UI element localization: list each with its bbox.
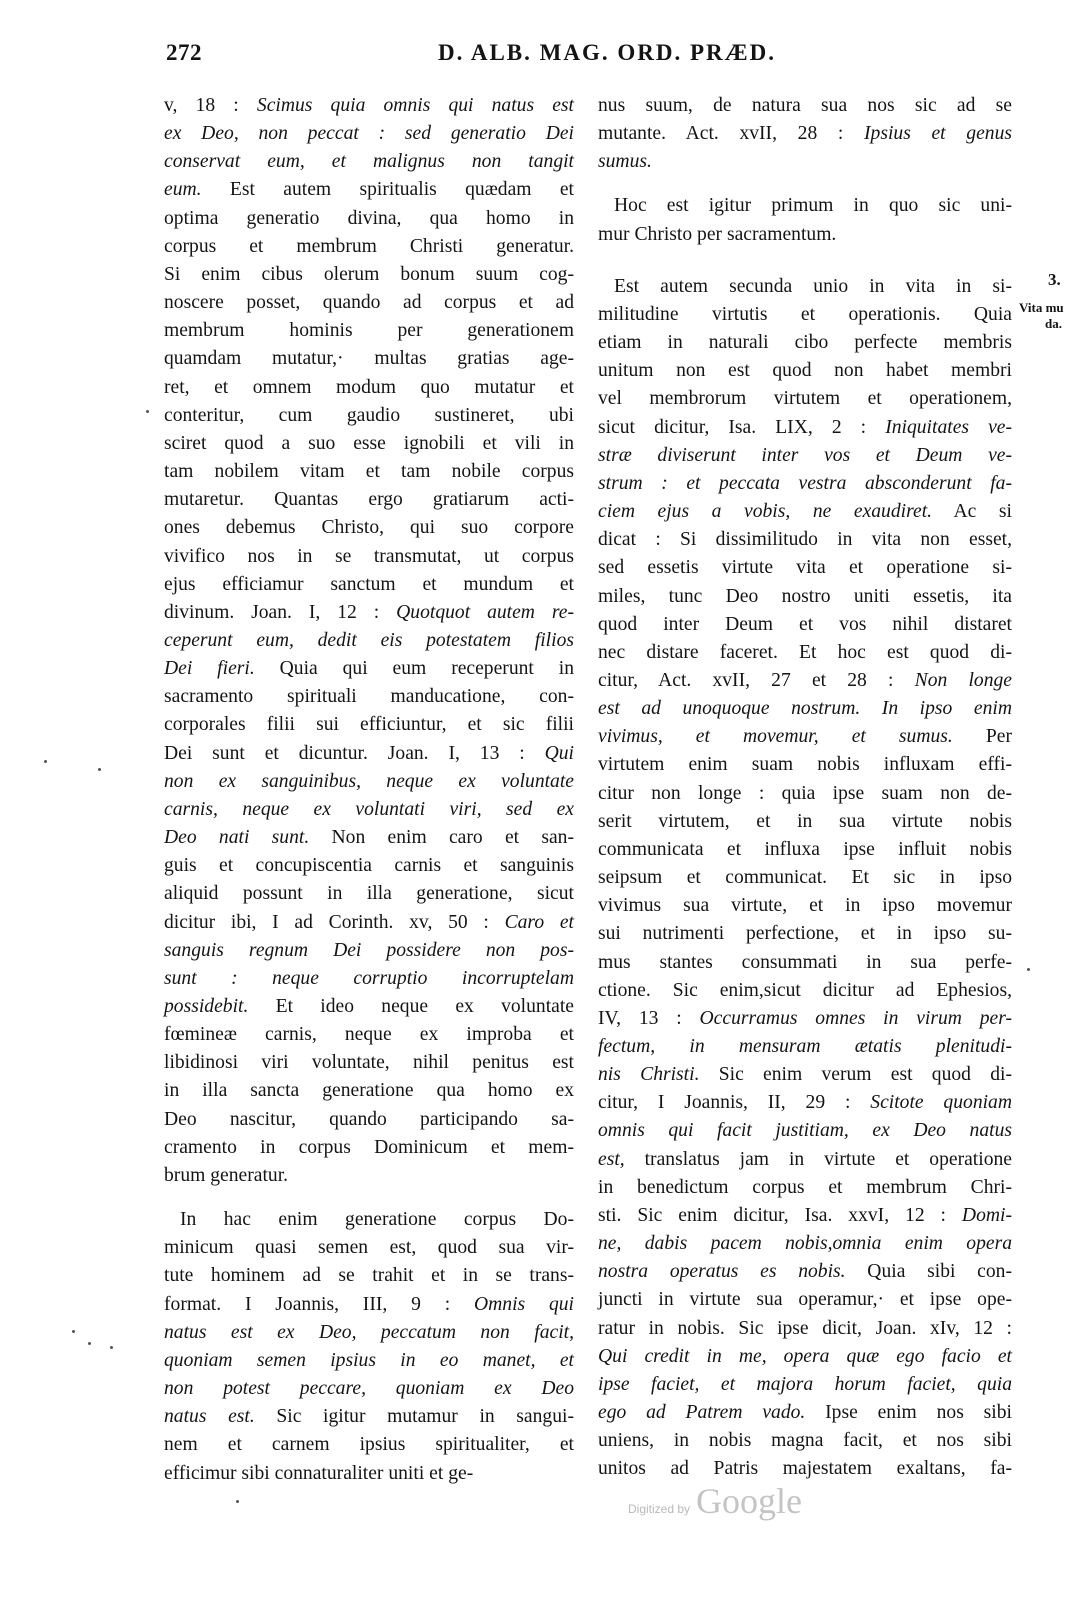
text-line: Deo nascitur, quando participando sa-	[164, 1108, 574, 1130]
text-line: nostra operatus es nobis. Quia sibi con-	[598, 1261, 1012, 1283]
text-line: omnis qui facit justitiam, ex Deo natus	[598, 1120, 1012, 1142]
text-line: mutante. Act. xvII, 28 : Ipsius et genus	[598, 123, 1012, 145]
text-line: Si enim cibus olerum bonum suum cog-	[164, 263, 574, 285]
text-line: libidinosi viri voluntate, nihil penitus est	[164, 1052, 574, 1074]
text-line: dicitur ibi, I ad Corinth. xv, 50 : Caro et	[164, 911, 574, 933]
right-column	[598, 92, 1012, 1484]
text-line: conteritur, cum gaudio sustineret, ubi	[164, 404, 574, 426]
text-line: optima generatio divina, qua homo in	[164, 207, 574, 229]
text-line: stræ diviserunt inter vos et Deum ve-	[598, 444, 1012, 466]
text-line: ctione. Sic enim,sicut dicitur ad Ephesios,	[598, 979, 1012, 1001]
margin-note-line1: Vita mu	[1019, 300, 1064, 315]
text-line: efficimur sibi connaturaliter uniti et ge-	[164, 1462, 474, 1484]
text-line: est ad unoquoque nostrum. In ipso enim	[598, 698, 1012, 720]
text-line: quod inter Deum et vos nihil distaret	[598, 613, 1012, 635]
text-line: etiam in naturali cibo perfecte membris	[598, 332, 1012, 354]
text-line: Est autem secunda unio in vita in si-	[614, 275, 1012, 297]
text-line: ratur in nobis. Sic ipse dicit, Joan. xIv, 12 :	[598, 1317, 1012, 1339]
scan-speck	[236, 1500, 239, 1503]
page-number: 272	[166, 40, 202, 65]
text-line: sui nutrimenti perfectione, et in ipso su-	[598, 923, 1012, 945]
text-line: in illa sancta generatione qua homo ex	[164, 1080, 574, 1102]
text-line: ne, dabis pacem nobis,omnia enim opera	[598, 1233, 1012, 1255]
text-line: ones debemus Christo, qui suo corpore	[164, 517, 574, 539]
text-line: sanguis regnum Dei possidere non pos-	[164, 939, 574, 961]
text-line: aliquid possunt in illa generatione, sicut	[164, 883, 574, 905]
google-logo: Google	[696, 1481, 803, 1521]
paragraph-gap	[598, 176, 1012, 192]
digitized-by-label: Digitized by	[628, 1502, 691, 1516]
text-line: quoniam semen ipsius in eo manet, et	[164, 1349, 574, 1371]
text-line: sumus.	[598, 151, 652, 173]
text-line: juncti in virtute sua operamur,· et ipse ope-	[598, 1289, 1012, 1311]
text-line: mus stantes consummati in sua perfe-	[598, 951, 1012, 973]
text-line: seipsum et communicat. Et sic in ipso	[598, 867, 1012, 889]
text-line: sacramento spirituali manducatione, con-	[164, 686, 574, 708]
text-line: fœmineæ carnis, neque ex improba et	[164, 1024, 574, 1046]
text-line: mur Christo per sacramentum.	[598, 223, 837, 245]
text-line: est, translatus jam in virtute et operatione	[598, 1148, 1012, 1170]
scan-speck	[98, 768, 101, 771]
text-line: carnis, neque ex voluntati viri, sed ex	[164, 798, 574, 820]
text-line: minicum quasi semen est, quod sua vir-	[164, 1237, 574, 1259]
text-line: format. I Joannis, III, 9 : Omnis qui	[164, 1293, 574, 1315]
text-line: conservat eum, et malignus non tangit	[164, 151, 574, 173]
text-line: ceperunt eum, dedit eis potestatem filios	[164, 629, 574, 651]
text-line: vivimus sua virtute, et in ipso movemur	[598, 895, 1012, 917]
text-line: uniens, in nobis magna facit, et nos sibi	[598, 1430, 1012, 1452]
text-line: nec distare faceret. Et hoc est quod di-	[598, 641, 1012, 663]
text-line: quamdam mutatur,· multas gratias age-	[164, 348, 574, 370]
text-line: sicut dicitur, Isa. LIX, 2 : Iniquitates ve-	[598, 416, 1012, 438]
text-line: sciret quod a suo esse ignobili et vili in	[164, 432, 574, 454]
text-line: eum. Est autem spiritualis quædam et	[164, 179, 574, 201]
text-line: vel membrorum virtutem et operationem,	[598, 388, 1012, 410]
text-line: natus est ex Deo, peccatum non facit,	[164, 1321, 574, 1343]
scan-speck	[1027, 968, 1030, 971]
text-line: strum : et peccata vestra absconderunt fa-	[598, 472, 1012, 494]
text-line: non potest peccare, quoniam ex Deo	[164, 1378, 574, 1400]
text-line: ipse faciet, et majora horum faciet, quia	[598, 1373, 1012, 1395]
text-line: tam nobilem vitam et tam nobile corpus	[164, 461, 574, 483]
text-line: in benedictum corpus et membrum Chri-	[598, 1176, 1012, 1198]
text-line: Dei fieri. Quia qui eum receperunt in	[164, 658, 574, 680]
running-title: D. ALB. MAG. ORD. PRÆD.	[438, 40, 776, 65]
margin-note-number: 3.	[1048, 270, 1061, 289]
page-header	[0, 40, 1082, 74]
text-line: vivimus, et movemur, et sumus. Per	[598, 726, 1012, 748]
text-line: Hoc est igitur primum in quo sic uni-	[614, 195, 1012, 217]
text-line: possidebit. Et ideo neque ex voluntate	[164, 996, 574, 1017]
text-line: nem et carnem ipsius spiritualiter, et	[164, 1434, 574, 1456]
scan-speck	[146, 410, 149, 413]
text-line: citur, I Joannis, II, 29 : Scitote quoniam	[598, 1092, 1013, 1114]
text-line: brum generatur.	[164, 1164, 289, 1186]
text-line: vivifico nos in se transmutat, ut corpus	[164, 545, 574, 567]
text-line: guis et concupiscentia carnis et sanguinis	[164, 855, 574, 877]
scan-speck	[72, 1330, 75, 1333]
text-line: noscere posset, quando ad corpus et ad	[164, 292, 574, 314]
paragraph-gap	[164, 1190, 574, 1206]
text-line: miles, tunc Deo nostro uniti essetis, ita	[598, 585, 1012, 607]
text-line: Dei sunt et dicuntur. Joan. I, 13 : Qui	[164, 742, 574, 764]
text-line: citur non longe : quia ipse suam non de-	[598, 782, 1012, 804]
text-line: ciem ejus a vobis, ne exaudiret. Ac si	[598, 501, 1012, 523]
scan-speck	[44, 760, 47, 763]
text-line: IV, 13 : Occurramus omnes in virum per-	[598, 1007, 1013, 1029]
text-line: sunt : neque corruptio incorruptelam	[164, 967, 574, 989]
text-line: In hac enim generatione corpus Do-	[180, 1209, 574, 1231]
margin-note-line2: da.	[1045, 316, 1062, 331]
text-line: corpus et membrum Christi generatur.	[164, 235, 574, 257]
text-line: militudine virtutis et operationis. Quia	[598, 303, 1012, 325]
text-line: tute hominem ad se trahit et in se trans-	[164, 1265, 574, 1287]
text-line: cramento in corpus Dominicum et mem-	[164, 1136, 574, 1158]
text-line: mutaretur. Quantas ergo gratiarum acti-	[164, 489, 574, 511]
digitized-by-google-watermark	[628, 1480, 802, 1520]
text-line: virtutem enim suam nobis influxam effi-	[598, 754, 1012, 776]
text-line: communicata et influxa ipse influit nobis	[598, 838, 1012, 860]
text-line: nis Christi. Sic enim verum est quod di-	[598, 1064, 1012, 1086]
text-line: fectum, in mensuram ætatis plenitudi-	[598, 1036, 1012, 1057]
text-line: Qui credit in me, opera quæ ego facio et	[598, 1345, 1012, 1367]
left-column	[164, 92, 574, 1488]
text-line: ret, et omnem modum quo mutatur et	[164, 376, 574, 398]
text-line: unitum non est quod non habet membri	[598, 360, 1012, 382]
text-line: citur, Act. xvII, 27 et 28 : Non longe	[598, 669, 1013, 691]
text-line: ejus efficiamur sanctum et mundum et	[164, 573, 574, 595]
text-line: ex Deo, non peccat : sed generatio Dei	[164, 123, 574, 145]
text-line: sti. Sic enim dicitur, Isa. xxvI, 12 : Domi-	[598, 1204, 1012, 1226]
text-line: v, 18 : Scimus quia omnis qui natus est	[164, 95, 575, 116]
scan-speck	[110, 1346, 113, 1349]
text-line: non ex sanguinibus, neque ex voluntate	[164, 770, 574, 792]
text-line: ego ad Patrem vado. Ipse enim nos sibi	[598, 1402, 1012, 1424]
text-line: divinum. Joan. I, 12 : Quotquot autem re-	[164, 601, 575, 623]
text-line: membrum hominis per generationem	[164, 320, 574, 342]
text-line: unitos ad Patris majestatem exaltans, fa-	[598, 1458, 1012, 1480]
scan-speck	[88, 1342, 91, 1345]
paragraph-gap	[598, 249, 1012, 273]
text-line: natus est. Sic igitur mutamur in sangui-	[164, 1406, 574, 1428]
text-line: dicat : Si dissimilitudo in vita non esset,	[598, 529, 1012, 551]
text-line: Deo nati sunt. Non enim caro et san-	[164, 827, 574, 849]
text-line: nus suum, de natura sua nos sic ad se	[598, 95, 1012, 116]
text-line: corporales filii sui efficiuntur, et sic filii	[164, 714, 574, 736]
text-line: serit virtutem, et in sua virtute nobis	[598, 810, 1012, 832]
text-line: sed essetis virtute vita et operatione si-	[598, 557, 1012, 579]
